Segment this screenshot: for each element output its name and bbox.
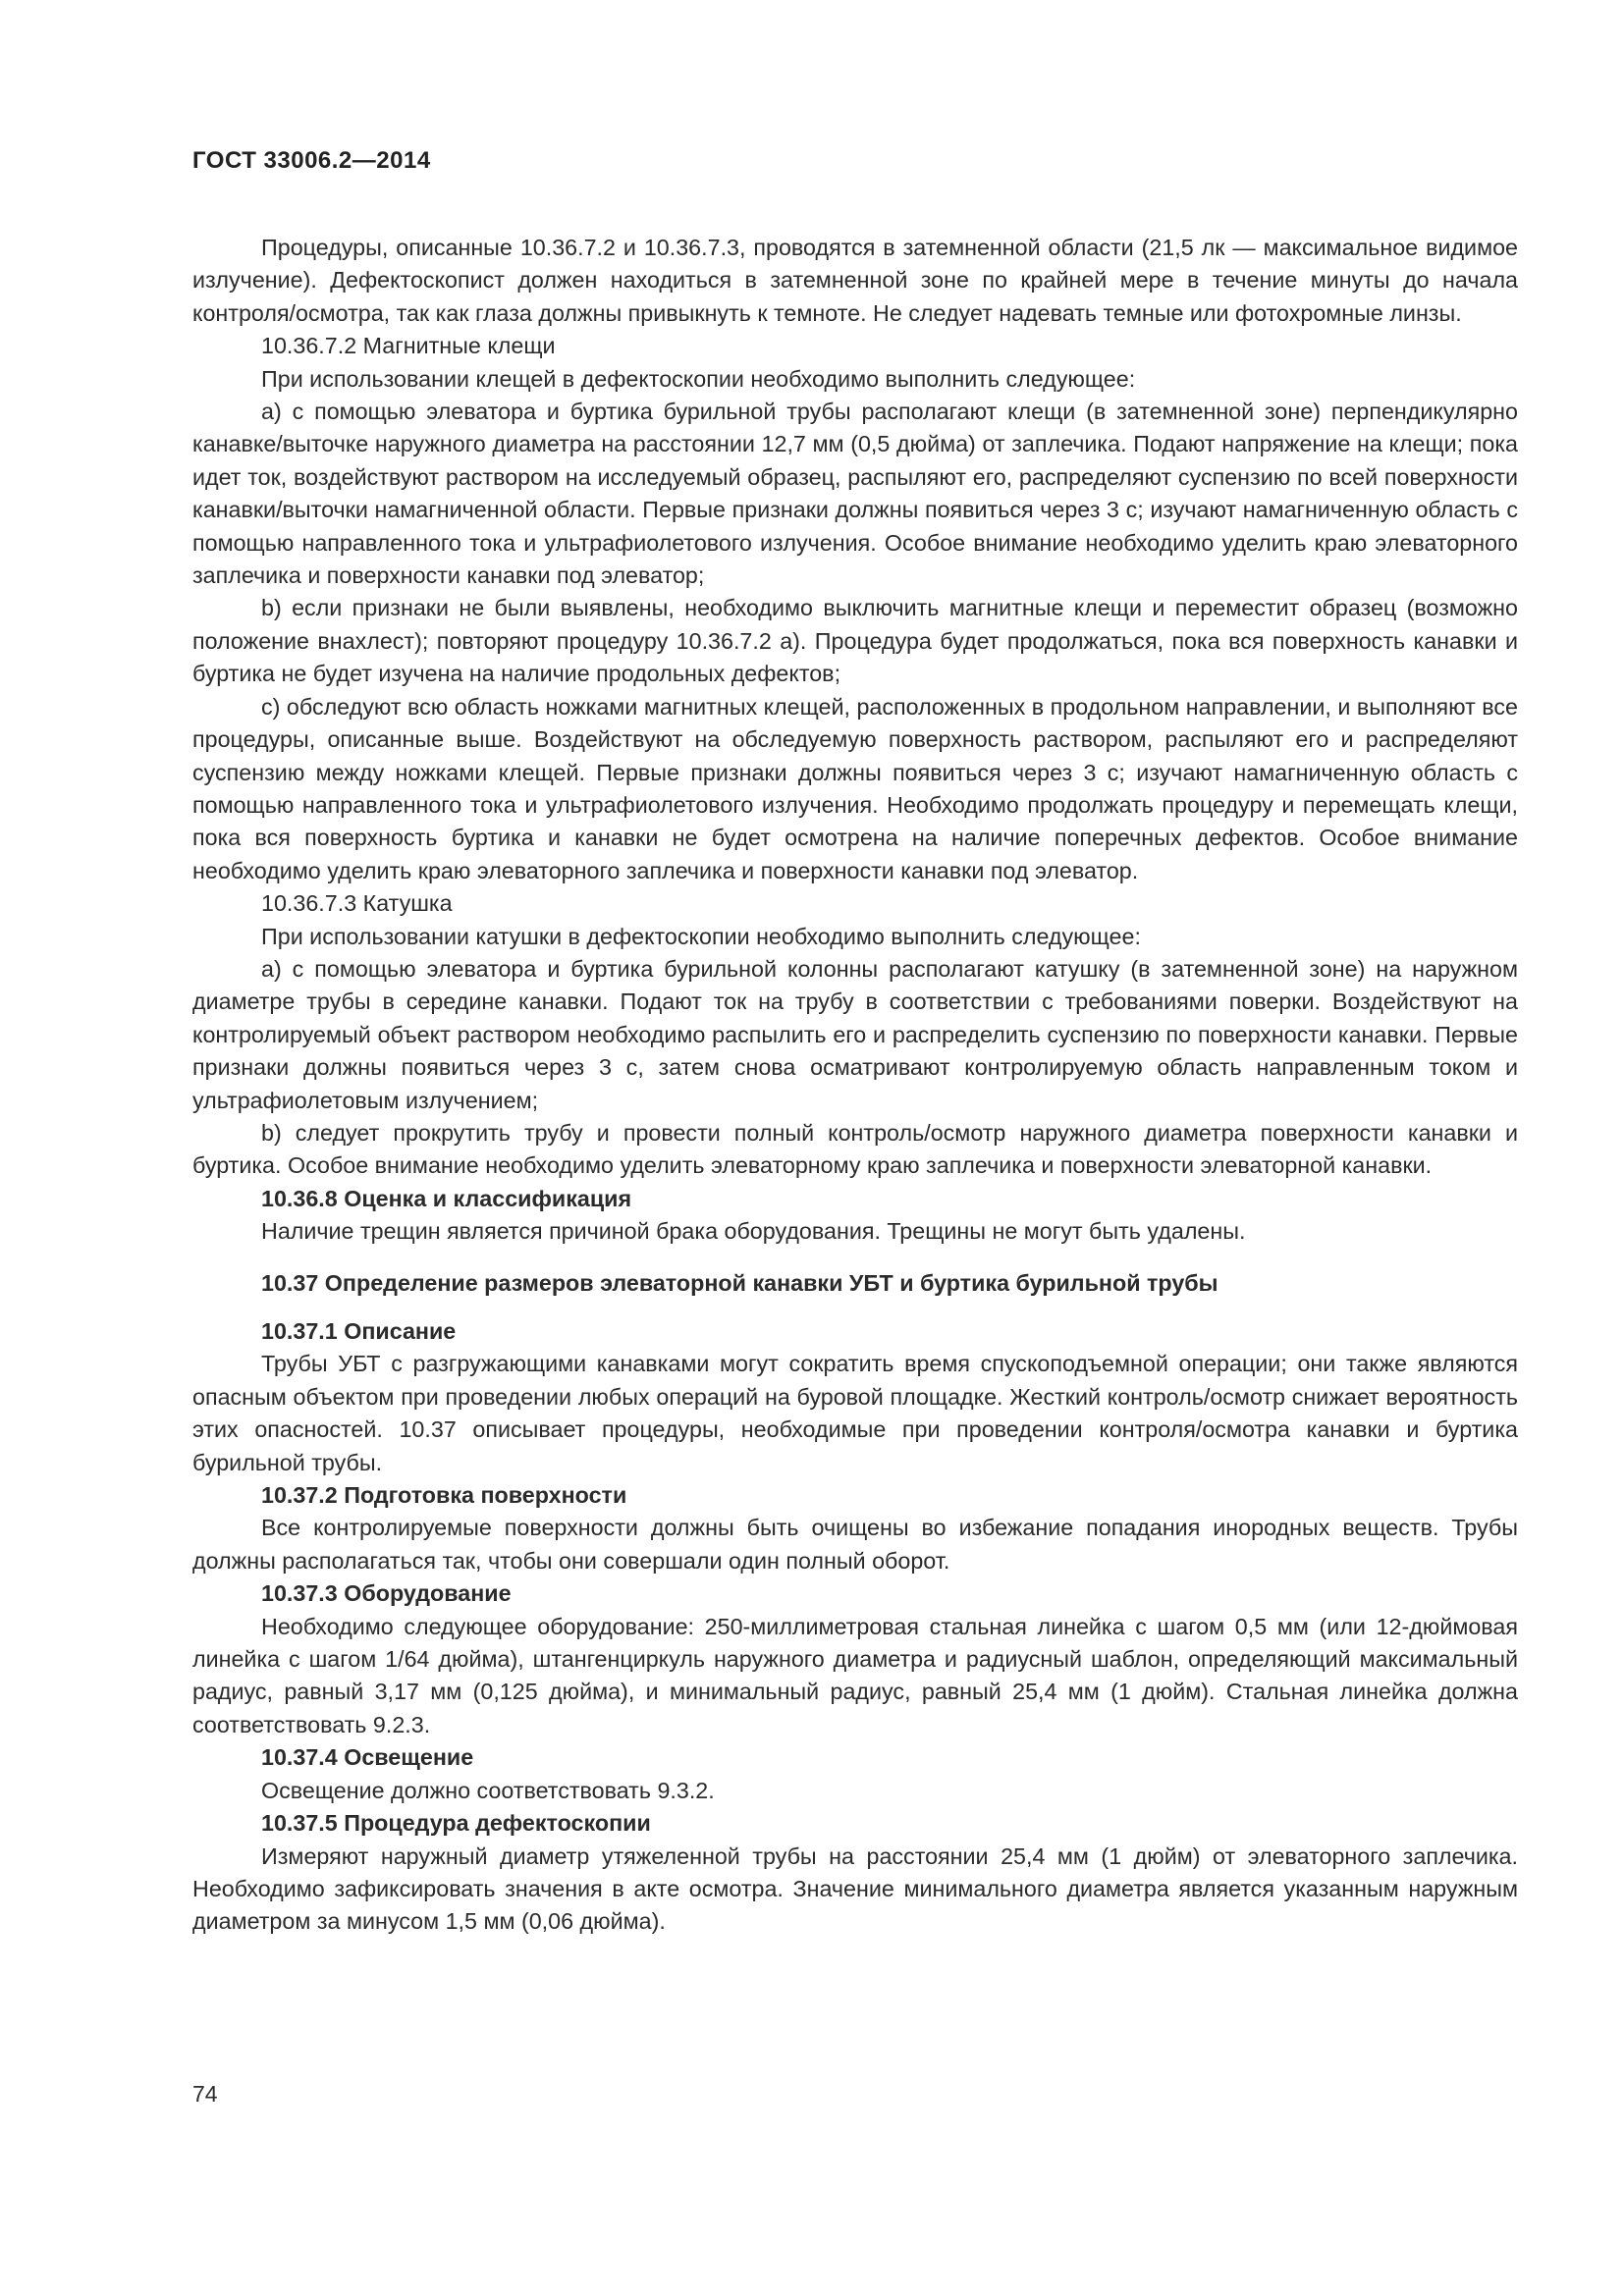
document-page	[192, 147, 1518, 1939]
paragraph: Необходимо следующее оборудование: 250-миллиметровая стальная линейка с шагом 0,5 мм (или 12-дюймовая линейка с шагом 1/64 дюйма), штангенциркуль наружного диаметра и радиусный шаблон, определяющий максимальный радиус, равный 3,17 мм (0,125 дюйма), и минимальный радиус, равный 25,4 мм (1 дюйм). Стальная линейка должна соответствовать 9.2.3.	[192, 1613, 1518, 1737]
paragraph: При использовании клещей в дефектоскопии необходимо выполнить следующее:	[261, 365, 1136, 392]
list-item-c: c) обследуют всю область ножками магнитных клещей, расположенных в продольном направлении, и выполняют все процедуры, описанные выше. Воздействуют на обследуемую поверхность раствором, распыляют его и распределяют суспензию между ножками клещей. Первые признаки должны появиться через 3 с; изучают намагниченную область с помощью направленного тока и ультрафиолетового излучения. Необходимо продолжать процедуру и перемещать клещи, пока вся поверхность буртика и канавки не будет осмотрена на наличие поперечных дефектов. Особое внимание необходимо уделить краю элеваторного заплечика и поверхности канавки под элеватор.	[192, 693, 1518, 883]
section-heading-10-37-1: 10.37.1 Описание	[261, 1318, 457, 1344]
section-heading-10-36-8: 10.36.8 Оценка и классификация	[261, 1185, 632, 1211]
section-heading-10-37-5: 10.37.5 Процедура дефектоскопии	[261, 1810, 651, 1837]
section-heading-10-37-2: 10.37.2 Подготовка поверхности	[261, 1482, 627, 1509]
paragraph: Освещение должно соответствовать 9.3.2.	[261, 1777, 715, 1803]
paragraph: Все контролируемые поверхности должны быть очищены во избежание попадания инородных веществ. Трубы должны располагаться так, чтобы они совершали один полный оборот.	[192, 1515, 1518, 1574]
paragraph: Измеряют наружный диаметр утяжеленной трубы на расстоянии 25,4 мм (1 дюйм) от элеваторного заплечика. Необходимо зафиксировать значения в акте осмотра. Значение минимального диаметра является указанным наружным диаметром за минусом 1,5 мм (0,06 дюйма).	[192, 1842, 1518, 1935]
document-header: ГОСТ 33006.2—2014	[192, 147, 431, 174]
page-number: 74	[192, 2081, 218, 2107]
subsection-title-10-36-7-2: 10.36.7.2 Магнитные клещи	[261, 333, 556, 359]
list-item-a: a) с помощью элеватора и буртика бурильной трубы располагают клещи (в затемненной зоне) перпендикулярно канавке/выточке наружного диаметра на расстоянии 12,7 мм (0,5 дюйма) от заплечика. Подают напряжение на клещи; пока идет ток, воздействуют раствором на исследуемый образец, распыляют его, распределяют суспензию по всей поверхности канавки/выточки намагниченной области. Первые признаки должны появиться через 3 с; изучают намагниченную область с помощью направленного тока и ультрафиолетового излучения. Особое внимание необходимо уделить краю элеваторного заплечика и поверхности канавки под элеватор;	[192, 399, 1518, 589]
paragraph: Наличие трещин является причиной брака оборудования. Трещины не могут быть удалены.	[261, 1218, 1246, 1245]
section-heading-10-37: 10.37 Определение размеров элеваторной канавки УБТ и буртика бурильной трубы	[261, 1269, 1218, 1296]
list-item-a: a) с помощью элеватора и буртика бурильной колонны располагают катушку (в затемненной зоне) на наружном диаметре трубы в середине канавки. Подают ток на трубу в соответствии с требованиями поверки. Воздействуют на контролируемый объект раствором необходимо распылить его и распределить суспензию по поверхности канавки. Первые признаки должны появиться через 3 с, затем снова осматривают контролируемую область направленным током и ультрафиолетовым излучением;	[192, 955, 1518, 1113]
section-heading-10-37-3: 10.37.3 Оборудование	[261, 1580, 512, 1607]
paragraph: Трубы УБТ с разгружающими канавками могут сократить время спускоподъемной операции; они также являются опасным объектом при проведении любых операций на буровой площадке. Жесткий контроль/осмотр снижает вероятность этих опасностей. 10.37 описывает процедуры, необходимые при проведении контроля/осмотра канавки и буртика бурильной трубы.	[192, 1351, 1518, 1475]
subsection-title-10-36-7-3: 10.36.7.3 Катушка	[261, 890, 453, 917]
section-heading-10-37-4: 10.37.4 Освещение	[261, 1744, 474, 1771]
list-item-b: b) если признаки не были выявлены, необходимо выключить магнитные клещи и переместит образец (возможно положение внахлест); повторяют процедуру 10.36.7.2 a). Процедура будет продолжаться, пока вся поверхность канавки и буртика не будет изучена на наличие продольных дефектов;	[192, 595, 1518, 687]
list-item-b: b) следует прокрутить трубу и провести полный контроль/осмотр наружного диаметра поверхности канавки и буртика. Особое внимание необходимо уделить элеваторному краю заплечика и поверхности элеваторной канавки.	[192, 1119, 1518, 1179]
paragraph: При использовании катушки в дефектоскопии необходимо выполнить следующее:	[261, 923, 1141, 949]
paragraph-intro: Процедуры, описанные 10.36.7.2 и 10.36.7.3, проводятся в затемненной области (21,5 лк — максимальное видимое излучение). Дефектоскопист должен находиться в затемненной зоне по крайней мере в течение минуты до начала контроля/осмотра, так как глаза должны привыкнуть к темноте. Не следует надевать темные или фотохромные линзы.	[192, 235, 1518, 326]
document-body	[192, 232, 1518, 1939]
